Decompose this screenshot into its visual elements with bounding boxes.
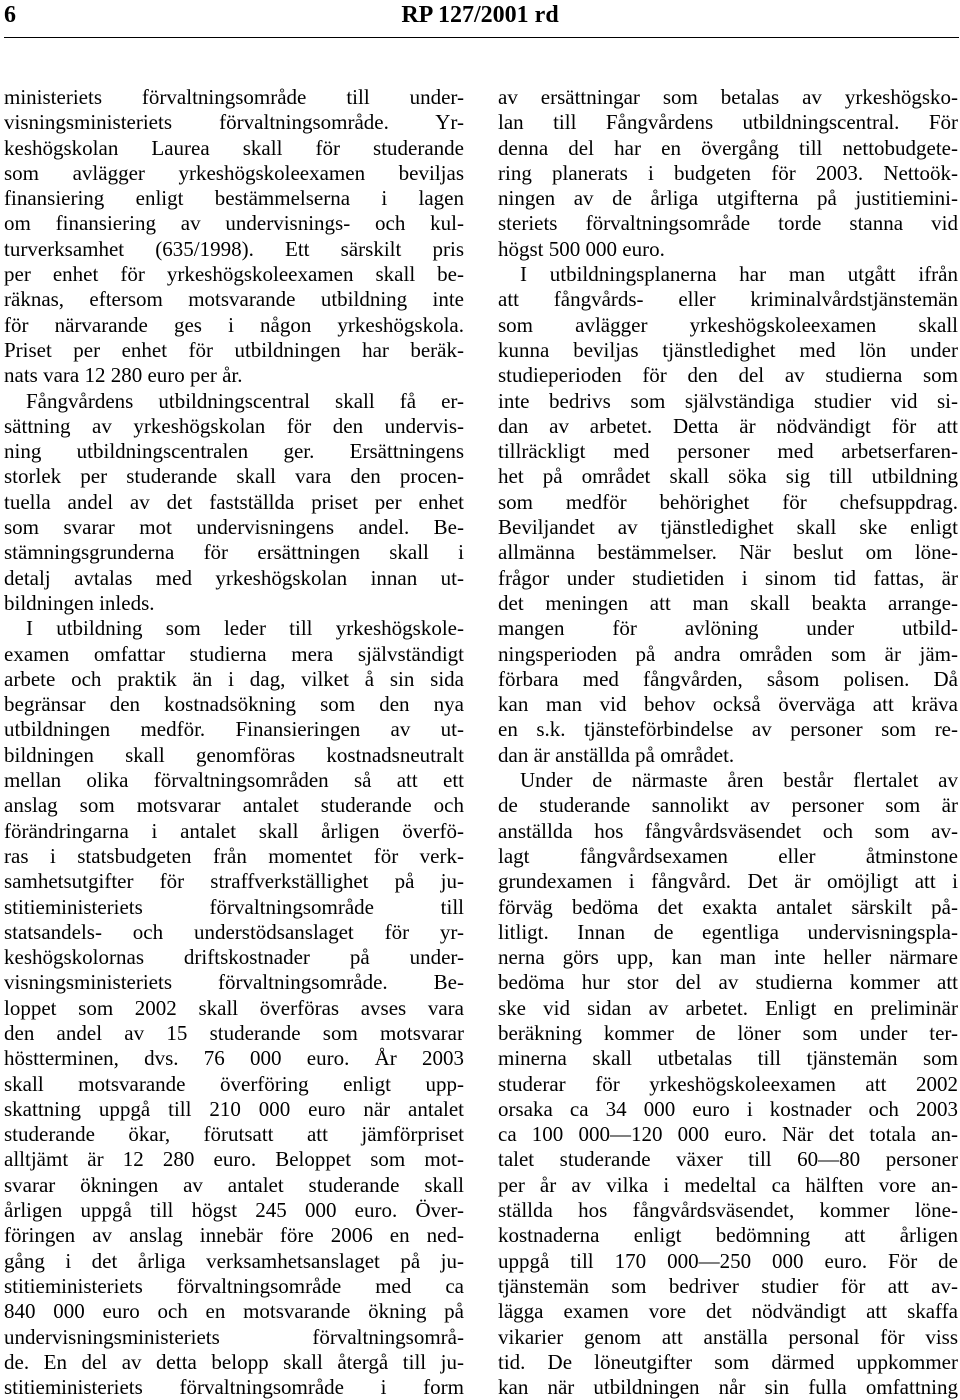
text-line: utbildningen medför. Finansieringen av ut- [4, 717, 464, 742]
text-line: keshögskolornas driftskostnader på under- [4, 945, 464, 970]
text-line: statsandels- och understödsanslaget för yr- [4, 919, 464, 944]
text-line: anställda hos fångvårdsväsendet och som av- [498, 818, 958, 843]
text-line: förändringarna i antalet skall årligen överfö- [4, 818, 464, 843]
header-rule [4, 37, 959, 38]
text-line: ca 100 000—120 000 euro. När det totala an- [498, 1122, 958, 1147]
text-line: höstterminen, dvs. 76 000 euro. År 2003 [4, 1046, 464, 1071]
text-line: grundexamen i fångvård. Det är omöjligt att i [498, 869, 958, 894]
text-line: som avlägger yrkeshögskoleexamen skall [498, 312, 958, 337]
text-line: storlek per studerande skall vara den procen- [4, 464, 464, 489]
text-line: allmänna bestämmelser. När beslut om löne- [498, 540, 958, 565]
text-line: svarar ökningen av antalet studerande skall [4, 1172, 464, 1197]
text-line: om finansiering av undervisnings- och kul- [4, 211, 464, 236]
text-line: lägga examen vore det nödvändigt att skaffa [498, 1299, 958, 1324]
text-line: per år av vilka i medeltal ca hälften vore an- [498, 1172, 958, 1197]
text-line: bedöma hur stor del av studierna kommer att [498, 970, 958, 995]
text-line: visningsministeriets förvaltningsområde. Be- [4, 970, 464, 995]
text-line: vikarier genom att anställa personal för viss [498, 1324, 958, 1349]
text-line: kunna beviljas tjänstledighet med lön under [498, 337, 958, 362]
text-line: alltjämt är 12 280 euro. Beloppet som mot- [4, 1147, 464, 1172]
text-line: kostnaderna enligt bedömning att årligen [498, 1223, 958, 1248]
text-line: tuella andel av det fastställda priset per enhet [4, 489, 464, 514]
text-line: talet studerande växer till 60—80 personer [498, 1147, 958, 1172]
text-line: begränsar den kostnadsökning som den nya [4, 692, 464, 717]
text-line: I utbildning som leder till yrkeshögskole- [26, 616, 464, 641]
text-line: lan till Fångvårdens utbildningscentral. För [498, 110, 958, 135]
text-line: det meningen att man skall beakta arrange- [498, 590, 958, 615]
text-line: som medför behörighet för chefsuppdrag. [498, 489, 958, 514]
text-line: ras i statsbudgeten från momentet för verk- [4, 843, 464, 868]
text-line: den andel av 15 studerande som motsvarar [4, 1020, 464, 1045]
text-line: ning utbildningscentralen ger. Ersättningens [4, 439, 464, 464]
text-line: lagt fångvårdsexamen eller åtminstone [498, 843, 958, 868]
text-line: ministeriets förvaltningsområde till under- [4, 85, 464, 109]
text-line: som svarar mot undervisningens andel. Be- [4, 515, 464, 540]
text-line: detalj avtalas med yrkeshögskolan innan ut- [4, 565, 464, 590]
text-line: finansiering enligt bestämmelserna i lagen [4, 186, 464, 211]
text-line: examen omfattar studierna mera självständigt [4, 641, 464, 666]
page-header [0, 0, 960, 32]
text-line: de. En del av detta belopp skall återgå till ju- [4, 1349, 464, 1374]
text-line: litligt. Innan de egentliga undervisningspla- [498, 919, 958, 944]
text-line: räknas, eftersom motsvarande utbildning inte [4, 287, 464, 312]
text-line: kan man vid behov också överväga att kräva [498, 692, 958, 717]
text-line: stämningsgrunderna för ersättningen skall i [4, 540, 464, 565]
text-line: uppgå till 170 000—250 000 euro. För de [498, 1248, 958, 1273]
text-line: förbara med fångvården, såsom polisen. Då [498, 666, 958, 691]
text-line: en s.k. tjänsteförbindelse av personer som re- [498, 717, 958, 742]
text-line: dan är anställda på området. [498, 742, 735, 767]
text-line: tillräckligt med personer med arbetserfaren- [498, 439, 958, 464]
document-id: RP 127/2001 rd [401, 2, 559, 28]
text-line: för närvarande ges i någon yrkeshögskola. [4, 312, 464, 337]
text-line: stitieministeriets förvaltningsområde till [4, 894, 464, 919]
text-line: Fångvårdens utbildningscentral skall få er- [26, 388, 464, 413]
text-line: Priset per enhet för utbildningen har beräk- [4, 337, 464, 362]
text-line: av ersättningar som betalas av yrkeshögsko- [498, 85, 958, 109]
text-line: studerar för yrkeshögskoleexamen att 2002 [498, 1071, 958, 1096]
text-line: steriets förvaltningsområde torde stanna vid [498, 211, 958, 236]
text-line: nerna görs upp, kan man inte heller närmare [498, 945, 958, 970]
text-line: att fångvårds- eller kriminalvårdstjänstemän [498, 287, 958, 312]
text-line: ställda hos fångvårdsväsendet, kommer löne- [498, 1198, 958, 1223]
text-line: ningen av de årliga utgifterna på justitiemini- [498, 186, 958, 211]
text-line: orsaka ca 34 000 euro i kostnader och 2003 [498, 1096, 958, 1121]
text-line: tjänstemän som bedriver studier för att av- [498, 1273, 958, 1298]
text-line: gång i det årliga verksamhetsanslaget på ju- [4, 1248, 464, 1273]
text-line: anslag som motsvarar antalet studerande och [4, 793, 464, 818]
text-line: loppet som 2002 skall överföras avses vara [4, 995, 464, 1020]
text-line: studerande ökar, förutsatt att jämförpriset [4, 1122, 464, 1147]
text-line: ring planerats i budgeten för 2003. Nettoök- [498, 160, 958, 185]
text-line: föringen av anslag innebär före 2006 en ned- [4, 1223, 464, 1248]
text-line: stitieministeriets förvaltningsområde med ca [4, 1273, 464, 1298]
text-line: tid. De löneutgifter som därmed uppkommer [498, 1349, 958, 1374]
text-line: I utbildningsplanerna har man utgått ifrån [520, 262, 958, 287]
text-line: minerna skall utbetalas till tjänstemän som [498, 1046, 958, 1071]
text-line: studieperioden för den del av studierna som [498, 363, 958, 388]
text-line: förväg bedöma det exakta antalet särskilt på- [498, 894, 958, 919]
text-line: sättning av yrkeshögskolan för den undervis- [4, 413, 464, 438]
text-line: som avlägger yrkeshögskoleexamen beviljas [4, 160, 464, 185]
page-number: 6 [4, 2, 16, 28]
text-line: Under de närmaste åren består flertalet av [520, 768, 958, 793]
text-line: frågor under studietiden i sinom tid fattas, är [498, 565, 958, 590]
text-line: bildningen inleds. [4, 590, 155, 615]
text-line: turverksamhet (635/1998). Ett särskilt pris [4, 236, 464, 261]
text-line: bildningen skall genomföras kostnadsneutralt [4, 742, 464, 767]
right-column [498, 85, 958, 1400]
text-line: de studerande sannolikt av personer som är [498, 793, 958, 818]
left-column [4, 85, 464, 1400]
text-line: inte bedrivs som självständiga studier vid si- [498, 388, 958, 413]
text-line: skattning uppgå till 210 000 euro när antalet [4, 1096, 464, 1121]
text-line: visningsministeriets förvaltningsområde. Yr- [4, 110, 464, 135]
text-line: mellan olika förvaltningsområden så att ett [4, 768, 464, 793]
text-line: per enhet för yrkeshögskoleexamen skall be- [4, 262, 464, 287]
text-line: arbete och praktik än i dag, vilket å sin sida [4, 666, 464, 691]
text-line: undervisningsministeriets förvaltningsområ- [4, 1324, 464, 1349]
text-line: Beviljandet av tjänstledighet skall ske enligt [498, 515, 958, 540]
text-line: nats vara 12 280 euro per år. [4, 363, 243, 388]
text-line: högst 500 000 euro. [498, 236, 665, 261]
text-line: stitieministeriets förvaltningsområde i form [4, 1375, 464, 1400]
text-line: beräkning kommer de löner som under ter- [498, 1020, 958, 1045]
text-line: ske vid sidan av arbetet. Enligt en preliminär [498, 995, 958, 1020]
text-line: skall motsvarande överföring enligt upp- [4, 1071, 464, 1096]
text-line: ningsperioden på andra områden som är jäm- [498, 641, 958, 666]
text-line: årligen uppgå till högst 245 000 euro. Över- [4, 1198, 464, 1223]
text-line: 840 000 euro och en motsvarande ökning på [4, 1299, 464, 1324]
text-line: dan av arbetet. Detta är nödvändigt för att [498, 413, 958, 438]
text-line: samhetsutgifter för straffverkställighet på ju- [4, 869, 464, 894]
text-line: denna del har en övergång till nettobudgete- [498, 135, 958, 160]
text-line: mangen för avlöning under utbild- [498, 616, 958, 641]
text-line: kan när utbildningen når sin fulla omfattning [498, 1375, 958, 1400]
text-line: het på området skall söka sig till utbildning [498, 464, 958, 489]
text-line: keshögskolan Laurea skall för studerande [4, 135, 464, 160]
